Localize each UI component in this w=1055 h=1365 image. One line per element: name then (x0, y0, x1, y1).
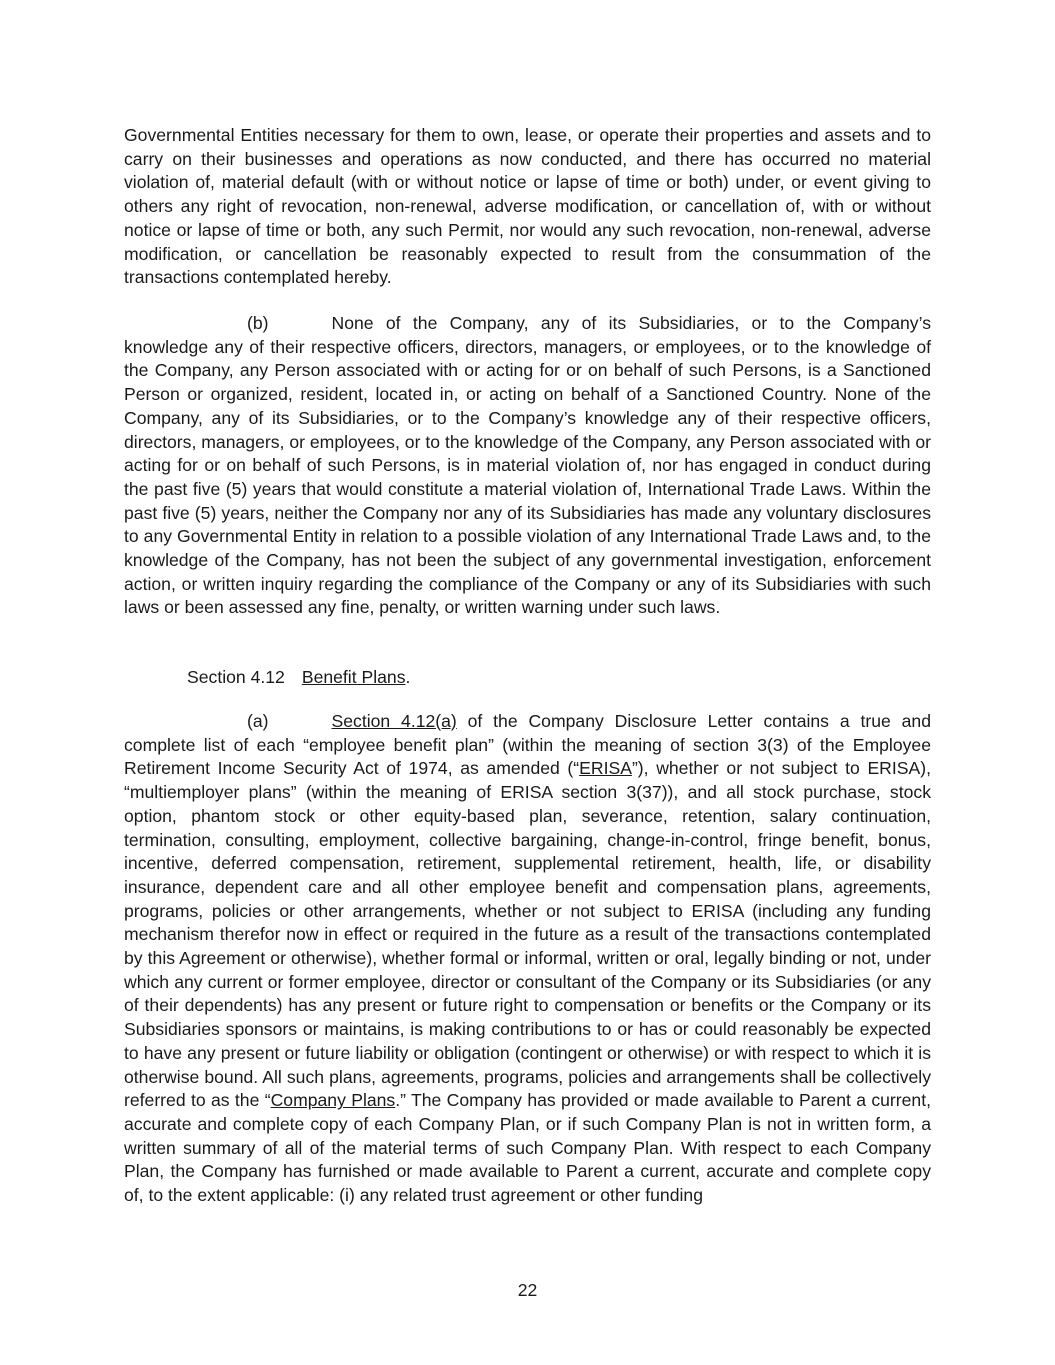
page-number: 22 (517, 1280, 538, 1300)
defined-term-company-plans: Company Plans (270, 1090, 396, 1111)
paragraph-a-label: (a) (247, 711, 269, 731)
paragraph-a-text-3: .” The Company has provided or made available to Parent a current, accurate and complete copy of each Company Plan, or if such Company Plan is not in written form, a written summary of all of the material terms of such Company Plan. With respect to each Company Plan, the Company has furnished or made available to Parent a current, accurate and complete copy of, to the extent applicable: (i) any related trust agreement or other funding (124, 1090, 931, 1206)
paragraph-a-text-2: ”), whether or not subject to ERISA), “multiemployer plans” (within the meaning of ERISA section 3(37)), and all stock purchase, stock option, phantom stock or other equity-based plan, severance, retention, salary continuation, termination, consulting, employment, collective bargaining, change-in-control, fringe benefit, bonus, incentive, deferred compensation, retirement, supplemental retirement, health, life, or disability insurance, dependent care and all other employee benefit and compensation plans, agreements, programs, policies or other arrangements, whether or not subject to ERISA (including any funding mechanism therefor now in effect or required in the future as a result of the transactions contemplated by this Agreement or otherwise), whether formal or informal, written or oral, legally binding or not, under which any current or former employee, director or consultant of the Company or its Subsidiaries (or any of their dependents) has any present or future right to compensation or benefits or the Company or its Subsidiaries sponsors or maintains, is making contributions to or has or could reasonably be expected to have any present or future liability or obligation (contingent or otherwise) or with respect to which it is otherwise bound. All such plans, agreements, programs, policies and arrangements shall be collectively referred to as the “ (124, 758, 931, 1111)
section-title: Benefit Plans (301, 667, 406, 687)
section-title-period: . (405, 667, 411, 687)
section-reference: Section 4.12(a) (331, 711, 457, 731)
defined-term-erisa: ERISA (579, 758, 632, 779)
section-heading (187, 666, 410, 690)
paragraph-b (124, 312, 931, 620)
paragraph-intro: Governmental Entities necessary for them to own, lease, or operate their properties and assets and to carry on their businesses and operations as now conducted, and there has occurred no material violation of, material default (with or without notice or lapse of time or both) under, or event giving to others any right of revocation, non-renewal, adverse modification, or cancellation of, with or without notice or lapse of time or both, any such Permit, nor would any such revocation, non-renewal, adverse modification, or cancellation be reasonably expected to result from the consummation of the transactions contemplated hereby. (124, 125, 931, 288)
paragraph-a-text-1: of the Company Disclosure Letter contains a true and complete list of each “employee benefit plan” (within the meaning of section 3(3) of the Employee Retirement Income Security Act of 1974, as amended (“ (124, 711, 931, 779)
paragraph-b-label: (b) (247, 313, 269, 333)
paragraph-a (124, 710, 931, 1208)
section-number: Section 4.12 (187, 667, 285, 687)
paragraph-b-text: None of the Company, any of its Subsidiaries, or to the Company’s knowledge any of their respective officers, directors, managers, or employees, or to the knowledge of the Company, any Person associated with or acting for or on behalf of such Persons, is a Sanctioned Person or organized, resident, located in, or acting on behalf of a Sanctioned Country. None of the Company, any of its Subsidiaries, or to the Company’s knowledge any of their respective officers, directors, managers, or employees, or to the knowledge of the Company, any Person associated with or acting for or on behalf of such Persons, is in material violation of, nor has engaged in conduct during the past five (5) years that would constitute a material violation of, International Trade Laws. Within the past five (5) years, neither the Company nor any of its Subsidiaries has made any voluntary disclosures to any Governmental Entity in relation to a possible violation of any International Trade Laws and, to the knowledge of the Company, has not been the subject of any governmental investigation, enforcement action, or written inquiry regarding the compliance of the Company or any of its Subsidiaries with such laws or been assessed any fine, penalty, or written warning under such laws. (124, 313, 931, 618)
